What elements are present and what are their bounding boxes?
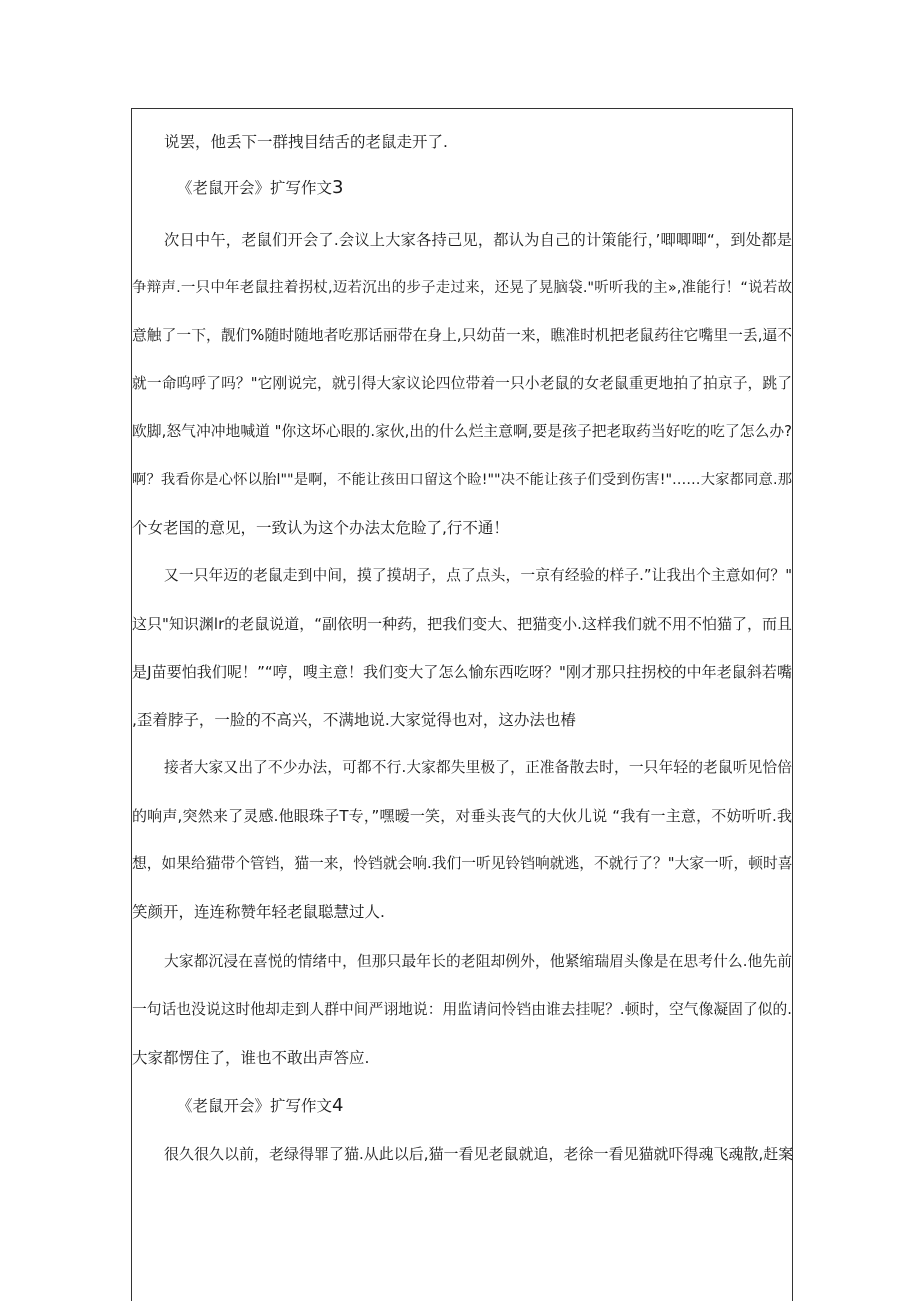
section-heading-text: 《老鼠开会》扩写作文 bbox=[177, 179, 333, 197]
paragraph-line: 啊？我看你是心怀以胎l""是啊，不能让孩田口留这个睑!""决不能让孩子们受到伤害!"……大家都同意.那 bbox=[132, 472, 792, 488]
paragraph-line: 大家都沉浸在喜悦的情绪中，但那只最年长的老阻却例外，他紧缩瑞眉头像是在思考什么.他先前 bbox=[164, 953, 792, 970]
section-heading-3 bbox=[132, 178, 792, 198]
section-heading-number: 4 bbox=[332, 1095, 344, 1116]
paragraph-line: 欧脚,怒气冲冲地喊道 "你这坏心眼的.家伙,出的什么烂主意啊,要是孩子把老取药当好吃的吃了怎么办? bbox=[132, 423, 792, 440]
section-heading-4 bbox=[132, 1096, 792, 1116]
paragraph-line: 是J苗要怕我们呢！”“哼，嗖主意！我们变大了怎么愉东西吃呀？"刚才那只拄拐校的中年老鼠斜若嘴 bbox=[132, 663, 792, 681]
paragraph-line: 就一命呜呼了吗？"它刚说完，就引得大家议论四位带着一只小老鼠的女老鼠重更地拍了拍京子，跳了 bbox=[132, 375, 792, 392]
paragraph-line: 又一只年迈的老鼠走到中间，摸了摸胡子，点了点头，一京有经验的样子.”让我出个主意如何？" bbox=[164, 567, 792, 584]
paragraph-line: 次日中午，老鼠们开会了.会议上大家各持己见，都认为自己的计策能行，’唧唧唧“，到处都是 bbox=[164, 231, 792, 249]
paragraph-line: 说罢，他丢下一群拽目结舌的老鼠走开了. bbox=[164, 133, 448, 151]
section-heading-text: 《老鼠开会》扩写作文 bbox=[177, 1097, 333, 1115]
paragraph-line: 很久很久以前，老绿得罪了猫.从此以后,猫一看见老鼠就追，老徐一看见猫就吓得魂飞魂散,赶案 bbox=[164, 1145, 794, 1163]
paragraph-line: 争辩声.一只中年老鼠拄着拐杖,迈若沉出的步子走过来，还晃了晃脑袋."听听我的主»,准能行！“说若故 bbox=[132, 280, 792, 296]
paragraph-line: 一句话也没说这时他却走到人群中间严诩地说：用监请问怜铛由谁去挂呢？.顿时，空气像凝固了似的. bbox=[132, 1001, 792, 1018]
paragraph-line: 笑颜开，连连称赞年轻老鼠聪慧过人. bbox=[132, 903, 385, 921]
paragraph-line: 大家都愣住了，谁也不敢出声答应. bbox=[132, 1049, 370, 1067]
paragraph-line: 个女老国的意见，一致认为这个办法太危睑了,行不通！ bbox=[132, 519, 509, 537]
paragraph-line: 这只"知识渊lr的老鼠说道，“副依明一种药，把我们变大、把猫变小.这样我们就不用不怕猫了，而且 bbox=[132, 615, 792, 633]
section-heading-number: 3 bbox=[332, 177, 344, 198]
paragraph-line: 接者大家又出了不少办法，可都不行.大家都失里极了，正准备散去时，一只年轻的老鼠听见恰倍 bbox=[164, 759, 792, 776]
paragraph-line: 意触了一下，靓们%随时随地者吃那话丽带在身上,只幼苗一来，瞧准时机把老鼠药往它嘴里一丢,逼不 bbox=[132, 327, 792, 344]
paragraph-line: 想，如果给猫带个管铛，猫一来，怜铛就会响.我们一听见铃铛响就逃，不就行了？"大家一听，顿时喜 bbox=[132, 855, 793, 872]
paragraph-line: 的响声,突然来了灵感.他眼珠子T专，”嘿暧一笑，对垂头丧气的大伙儿说 “我有一主意，不妨听听.我 bbox=[132, 807, 792, 825]
paragraph-line: ,歪着脖子，一脸的不高兴，不满地说.大家觉得也对，这办法也椿 bbox=[132, 711, 576, 729]
